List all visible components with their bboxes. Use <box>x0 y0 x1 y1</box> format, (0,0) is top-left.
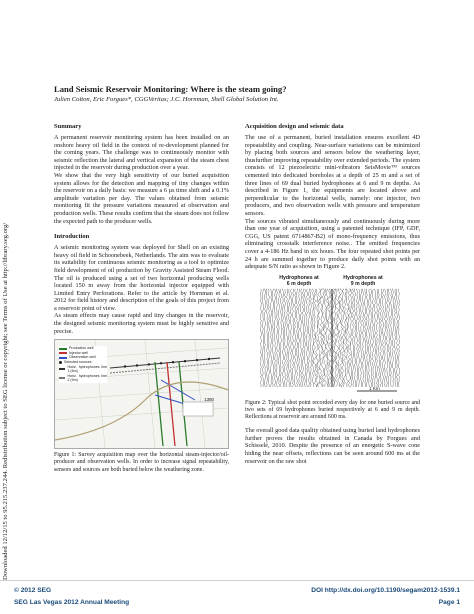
summary-paragraph-1: A permanent reservoir monitoring system has been installed on an onshore heavy oil field in the context of re-development planned for the coming years. The challenge was to continuously monitor with seismic reflection the lateral and vertical expansion of the steam chest injected in the reservoir during production over a year. <box>54 134 229 172</box>
left-column <box>54 123 229 474</box>
summary-heading: Summary <box>54 123 82 130</box>
acquisition-heading: Acquisition design and seismic data <box>245 123 344 130</box>
acquisition-paragraph-2: The sources vibrated simultaneously and continuously during more than one year of acquisition, using a patented technique (IFP, GDF, CGG, US patent 6714867-B2) of mono-frequency emissions, thus eliminating crosstalk interference noise.. The emitted frequencies cover a 4-186 Hz band in six hours. The four repeated shot points per 24 h are summed together to produce daily shot points with an adequate S/N ratio as shown in Figure 2. <box>245 217 420 271</box>
footer-doi-link[interactable]: DOI http://dx.doi.org/10.1190/segam2012-1539.1 <box>311 587 460 594</box>
footer-page-number: Page 1 <box>438 599 460 606</box>
side-note-text: Downloaded 12/12/15 to 95.215.237.244. Redistribution subject to SEG license or copyright; see Terms of Use at http://library.seg.org/ <box>2 222 9 580</box>
introduction-paragraph-1: A seismic monitoring system was deployed for Shell on an existing heavy oil field in Schoonebeek, Netherlands. The aim was to evaluate its suitability for continuous seismic monitoring as a tool to optimize field development of oil production by Gravity Assisted Steam Flood. The oil is produced using a set of two horizontal producing wells located 150 m away from the horizontal injector equipped with Limited Entry Perforations. Refer to the article by Hornman et al. 2012 for field history and description of the goals of this project from a reservoir point of view. <box>54 244 229 312</box>
right-column <box>245 123 420 465</box>
legend-hydrophones-line-1: Horiz. hydrophones line 1 (6m) <box>59 365 107 374</box>
introduction-paragraph-2: As steam effects may cause rapid and tiny changes in the reservoir, the designed seismic monitoring system must be highly sensitive and precise. <box>54 312 229 335</box>
legend-selected-sources: Selected sources <box>59 360 107 365</box>
introduction-heading: Introduction <box>54 233 90 241</box>
legend-hydrophones-line-2: Horiz. hydrophones line 2 (9m) <box>59 374 107 383</box>
map-legend <box>59 346 107 383</box>
seismic-shot-graphic <box>257 275 407 397</box>
acquisition-paragraph-1: The use of a permanent, buried installation ensures excellent 4D repeatability and coupling. Near-surface variations can be minimized by placing both sources and sensors below the weathering layer, thusfurther improving repeatability over extended periods. The system consists of 12 piezoelectric mini-vibrators SeisMovie™ sources cemented into dedicated boreholes at a depth of 25 m and a set of three lines of 69 dual buried hydrophones at 6 and 9 m depths. As described in Figure 1, the equipments are located above and perpendicular to the horizontal wells, namely: one injector, two producers, and two observation wells with pressure and temperature sensors. <box>245 134 420 217</box>
figure-2-caption: Figure 2: Typical shot point recorded every day for one buried source and two sets of 69 hydrophones buried respectively at 6 and 9 m depth. Reflections at reservoir are around 600 ms. <box>245 399 420 421</box>
scale-bar-label: 1 Km <box>369 385 380 391</box>
paper-authors: Julien Cotton, Eric Forgues*, CGGVeritas; J.C. Hornman, Shell Global Solution Int. <box>54 96 279 103</box>
hydrophones-9m-label: Hydrophones at 9 m depth <box>343 274 383 287</box>
paper-title: Land Seismic Reservoir Monitoring: Where is the steam going? <box>54 84 287 94</box>
legend-production-well: Production well <box>59 346 107 351</box>
page-footer <box>0 580 474 614</box>
footer-meeting: SEG Las Vegas 2012 Annual Meeting <box>14 599 130 606</box>
footer-copyright: © 2012 SEG <box>14 587 52 594</box>
summary-paragraph-2: We show that the very high sensitivity of our buried acquisition system allows for the detection and mapping of tiny changes within the reservoir on a daily basis: we measure a 6 µs time shift and a 0.1% amplitude variation per day. The values obtained from seismic monitoring fit the pressure variations measured at observation and production wells. These results confirm that the steam does not follow the expected path to the producer wells. <box>54 171 229 225</box>
map-label: 1380 <box>204 397 214 403</box>
survey-map-figure <box>54 339 229 449</box>
download-side-note <box>2 60 14 580</box>
hydrophones-6m-label: Hydrophones at 6 m depth <box>279 274 319 287</box>
legend-injector-well: Injector well <box>59 351 107 356</box>
legend-observation-well: Observation well <box>59 355 107 360</box>
shot-point-figure <box>257 275 407 397</box>
figure-1-caption: Figure 1: Survey acquisition map over the horizontal steam-injector/oil-producer and observation wells. In order to increase signal repeatability, sensors and sources are both buried below the weathering zone. <box>54 452 229 473</box>
acquisition-paragraph-3: The overall good data quality obtained using buried land hydrophones further proves the results obtained in Canada by Forgues and Schisselé, 2010. Despite the presence of an energetic S-wave cone hiding the near offsets, reflections can be seen around 600 ms at the reservoir on the raw shot <box>245 427 420 465</box>
